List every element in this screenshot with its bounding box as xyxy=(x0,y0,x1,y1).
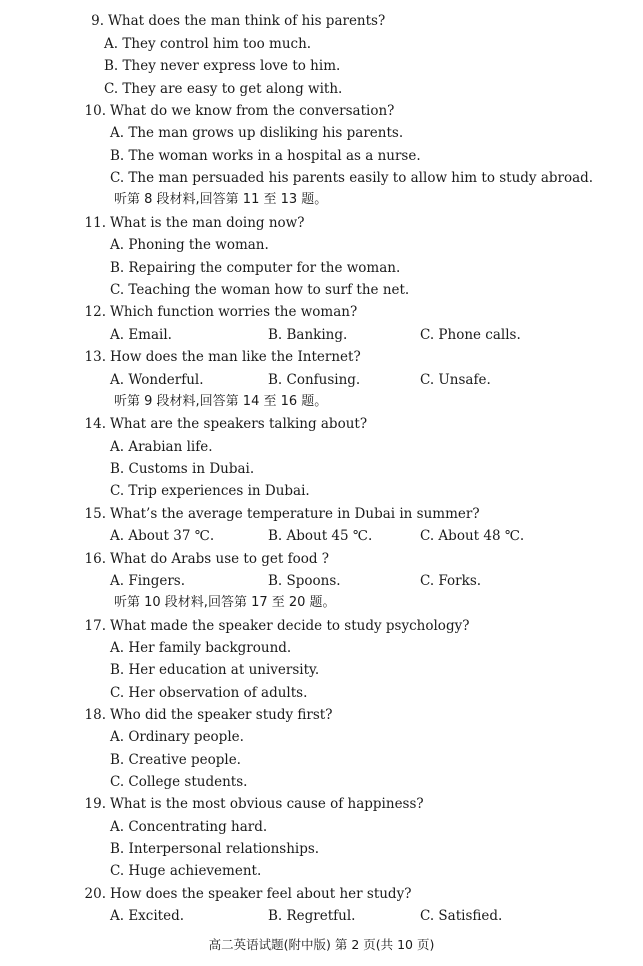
listening-instruction: 听第 8 段材料,回答第 11 至 13 题。 xyxy=(114,192,328,207)
option: C. About 48 ℃. xyxy=(420,528,525,544)
question-text: Who did the speaker study first? xyxy=(110,707,333,723)
question-number: 17. xyxy=(84,618,106,634)
question-19 xyxy=(80,795,424,813)
question-16 xyxy=(80,550,329,568)
option: B. Confusing. xyxy=(268,372,361,388)
listening-instruction: 听第 9 段材料,回答第 14 至 16 题。 xyxy=(114,394,328,409)
option: B. Regretful. xyxy=(268,908,356,924)
question-text: What is the man doing now? xyxy=(110,215,305,231)
option: A. Ordinary people. xyxy=(110,729,244,745)
question-text: What made the speaker decide to study psychology? xyxy=(110,618,470,634)
option: B. About 45 ℃. xyxy=(268,528,373,544)
option: C. Unsafe. xyxy=(420,372,491,388)
question-18 xyxy=(80,706,332,724)
question-13 xyxy=(80,348,361,366)
option: B. Creative people. xyxy=(110,752,241,768)
option: A. Wonderful. xyxy=(110,372,204,388)
option: C. Teaching the woman how to surf the net. xyxy=(110,282,410,298)
question-text: What do we know from the conversation? xyxy=(110,103,395,119)
question-9 xyxy=(86,12,385,30)
question-text: What are the speakers talking about? xyxy=(110,416,368,432)
option: C. Phone calls. xyxy=(420,327,521,343)
question-number: 19. xyxy=(84,796,106,812)
question-number: 20. xyxy=(84,886,106,902)
question-text: What is the most obvious cause of happiness? xyxy=(110,796,424,812)
option: A. Arabian life. xyxy=(110,439,213,455)
question-number: 18. xyxy=(84,707,106,723)
option: B. Customs in Dubai. xyxy=(110,461,255,477)
option: C. The man persuaded his parents easily to allow him to study abroad. xyxy=(110,170,594,186)
option: B. Her education at university. xyxy=(110,662,320,678)
option: C. Satisfied. xyxy=(420,908,503,924)
question-number: 9. xyxy=(91,13,104,29)
question-number: 11. xyxy=(84,215,106,231)
question-12 xyxy=(80,303,357,321)
question-text: Which function worries the woman? xyxy=(110,304,358,320)
option: B. The woman works in a hospital as a nurse. xyxy=(110,148,421,164)
option: C. Trip experiences in Dubai. xyxy=(110,483,310,499)
question-number: 10. xyxy=(84,103,106,119)
question-text: What does the man think of his parents? xyxy=(108,13,386,29)
page-footer: 高二英语试题(附中版) 第 2 页(共 10 页) xyxy=(208,937,435,952)
question-10 xyxy=(80,102,394,120)
question-20 xyxy=(80,885,411,903)
option: A. Her family background. xyxy=(110,640,292,656)
option: A. About 37 ℃. xyxy=(110,528,215,544)
option: C. Her observation of adults. xyxy=(110,685,308,701)
listening-instruction: 听第 10 段材料,回答第 17 至 20 题。 xyxy=(114,595,336,610)
question-number: 16. xyxy=(84,551,106,567)
option: A. They control him too much. xyxy=(104,36,312,52)
option: B. They never express love to him. xyxy=(104,58,341,74)
question-text: What do Arabs use to get food ? xyxy=(110,551,330,567)
option: C. Forks. xyxy=(420,573,482,589)
option: B. Repairing the computer for the woman. xyxy=(110,260,401,276)
question-number: 14. xyxy=(84,416,106,432)
question-17 xyxy=(80,617,469,635)
question-number: 15. xyxy=(84,506,106,522)
question-text: What’s the average temperature in Dubai in summer? xyxy=(110,506,480,522)
option: C. College students. xyxy=(110,774,248,790)
question-number: 13. xyxy=(84,349,106,365)
question-number: 12. xyxy=(84,304,106,320)
option: B. Interpersonal relationships. xyxy=(110,841,320,857)
option: A. Fingers. xyxy=(110,573,186,589)
question-15 xyxy=(80,505,480,523)
question-text: How does the speaker feel about her study? xyxy=(110,886,412,902)
option: A. Concentrating hard. xyxy=(110,819,268,835)
option: C. Huge achievement. xyxy=(110,863,262,879)
question-text: How does the man like the Internet? xyxy=(110,349,361,365)
option: A. Excited. xyxy=(110,908,185,924)
question-14 xyxy=(80,415,367,433)
option: A. Phoning the woman. xyxy=(110,237,269,253)
question-11 xyxy=(80,214,304,232)
option: A. The man grows up disliking his parents. xyxy=(110,125,404,141)
option: A. Email. xyxy=(110,327,172,343)
option: C. They are easy to get along with. xyxy=(104,81,343,97)
option: B. Spoons. xyxy=(268,573,341,589)
option: B. Banking. xyxy=(268,327,348,343)
